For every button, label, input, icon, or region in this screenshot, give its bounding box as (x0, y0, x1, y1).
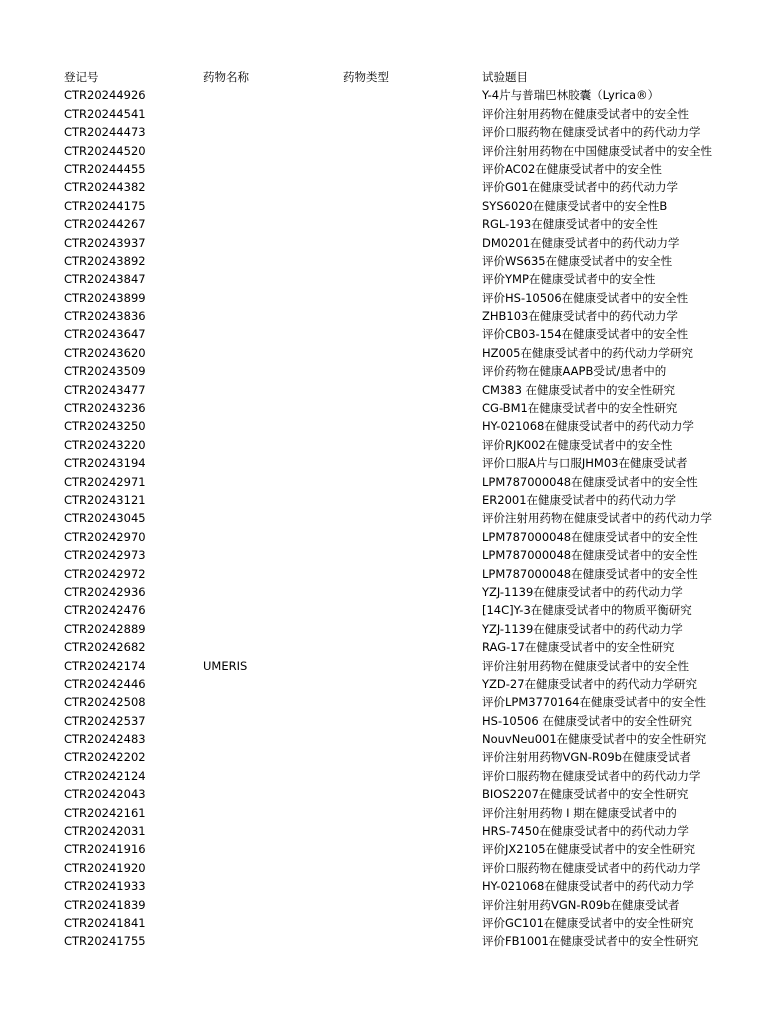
trial-title-cell[interactable]: 评价注射用药物在健康受试者中的安全性 (482, 106, 689, 121)
table-row (64, 105, 689, 123)
registration-no-cell[interactable]: CTR20243647 (64, 327, 146, 342)
table-row (64, 215, 658, 233)
table-row (64, 270, 656, 288)
table-row (64, 804, 677, 822)
registration-no-cell[interactable]: CTR20242161 (64, 805, 146, 820)
registration-no-cell[interactable]: CTR20243836 (64, 309, 146, 324)
trial-title-cell[interactable]: CM383 在健康受试者中的安全性研究 (482, 382, 676, 397)
trial-title-cell[interactable]: YZJ-1139在健康受试者中的药代动力学 (482, 621, 683, 636)
trial-title-cell[interactable]: 评价口服A片与口服JHM03在健康受试者 (482, 456, 688, 471)
registration-no-cell[interactable]: CTR20243847 (64, 272, 146, 287)
table-body (64, 86, 712, 950)
table-row (64, 638, 675, 656)
trial-title-cell[interactable]: HY-021068在健康受试者中的药代动力学 (482, 419, 694, 434)
table-row (64, 123, 701, 141)
table-row (64, 289, 689, 307)
registration-no-cell[interactable]: CTR20242537 (64, 713, 146, 728)
trial-title-cell[interactable]: 评价GC101在健康受试者中的安全性研究 (482, 915, 694, 930)
table-row (64, 840, 696, 858)
trial-title-cell[interactable]: RGL-193在健康受试者中的安全性 (482, 217, 658, 232)
registration-no-cell[interactable]: CTR20242446 (64, 676, 146, 691)
trial-title-cell[interactable]: 评价口服药物在健康受试者中的药代动力学 (482, 125, 701, 140)
registration-no-cell[interactable]: CTR20242973 (64, 548, 146, 563)
trial-title-cell[interactable]: HS-10506 在健康受试者中的安全性研究 (482, 713, 692, 728)
trial-title-cell[interactable]: LPM787000048在健康受试者中的安全性 (482, 548, 698, 563)
registration-no-cell[interactable]: CTR20244520 (64, 143, 146, 158)
trial-title-cell[interactable]: 评价注射用药物在健康受试者中的安全性 (482, 658, 689, 673)
trial-title-cell[interactable]: RAG-17在健康受试者中的安全性研究 (482, 640, 675, 655)
trial-title-cell[interactable]: LPM787000048在健康受试者中的安全性 (482, 474, 698, 489)
trial-title-cell[interactable]: HZ005在健康受试者中的药代动力学研究 (482, 345, 693, 360)
trial-title-cell[interactable]: LPM787000048在健康受试者中的安全性 (482, 566, 698, 581)
registration-no-cell[interactable]: CTR20242483 (64, 732, 146, 747)
table-row (64, 565, 698, 583)
table-row (64, 417, 694, 435)
table-row (64, 86, 660, 104)
table-row (64, 491, 677, 509)
table-row (64, 234, 680, 252)
table-row (64, 767, 701, 785)
table-row (64, 730, 707, 748)
table-row (64, 601, 692, 619)
trial-title-cell[interactable]: 评价JX2105在健康受试者中的安全性研究 (482, 842, 696, 857)
table-row (64, 675, 698, 693)
table-row (64, 822, 689, 840)
header-cell-registration-no[interactable]: 登记号 (64, 70, 99, 84)
table-row (64, 252, 673, 270)
trial-title-cell[interactable]: ZHB103在健康受试者中的药代动力学 (482, 309, 678, 324)
trial-title-cell[interactable]: DM0201在健康受试者中的药代动力学 (482, 235, 680, 250)
table-row (64, 693, 706, 711)
table-row (64, 914, 694, 932)
table-row (64, 859, 701, 877)
trial-title-cell[interactable]: SYS6020在健康受试者中的安全性B (482, 198, 668, 213)
table-row (64, 178, 679, 196)
registration-no-cell[interactable]: CTR20241841 (64, 915, 146, 930)
registration-no-cell[interactable]: CTR20243250 (64, 419, 146, 434)
registration-no-cell[interactable]: CTR20243937 (64, 235, 146, 250)
trial-title-cell[interactable]: BIOS2207在健康受试者中的安全性研究 (482, 787, 689, 802)
trial-title-cell[interactable]: 评价AC02在健康受试者中的安全性 (482, 161, 662, 176)
registration-no-cell[interactable]: CTR20242508 (64, 695, 146, 710)
registration-no-cell[interactable]: CTR20243477 (64, 382, 146, 397)
trial-title-cell[interactable]: 评价注射用药物 I 期在健康受试者中的 (482, 805, 677, 820)
table-row (64, 325, 689, 343)
registration-no-cell[interactable]: CTR20242043 (64, 787, 146, 802)
trial-title-cell[interactable]: 评价口服药物在健康受试者中的药代动力学 (482, 860, 701, 875)
trial-title-cell[interactable]: 评价WS635在健康受试者中的安全性 (482, 253, 673, 268)
table-row (64, 583, 683, 601)
trial-title-cell[interactable]: 评价注射用药物VGN-R09b在健康受试者 (482, 750, 691, 765)
trial-title-cell[interactable]: 评价口服药物在健康受试者中的药代动力学 (482, 768, 701, 783)
registration-no-cell[interactable]: CTR20243892 (64, 253, 146, 268)
table-row (64, 509, 712, 527)
trial-title-cell[interactable]: 评价YMP在健康受试者中的安全性 (482, 272, 656, 287)
registration-no-cell[interactable]: CTR20242202 (64, 750, 146, 765)
trial-title-cell[interactable]: HRS-7450在健康受试者中的药代动力学 (482, 824, 689, 839)
trial-title-cell[interactable]: 评价G01在健康受试者中的药代动力学 (482, 180, 679, 195)
registration-no-cell[interactable]: CTR20242972 (64, 566, 146, 581)
table-row (64, 932, 699, 950)
registration-no-cell[interactable]: CTR20243045 (64, 511, 146, 526)
trial-title-cell[interactable]: 评价RJK002在健康受试者中的安全性 (482, 437, 673, 452)
table-row (64, 399, 678, 417)
trial-title-cell[interactable]: 评价FB1001在健康受试者中的安全性研究 (482, 934, 699, 949)
registration-no-cell[interactable]: CTR20242124 (64, 768, 146, 783)
table-row (64, 896, 680, 914)
registration-no-cell[interactable]: CTR20241839 (64, 897, 146, 912)
table-row (64, 307, 678, 325)
table-row (64, 160, 662, 178)
registration-no-cell[interactable]: CTR20242476 (64, 603, 146, 618)
registration-no-cell[interactable]: CTR20242889 (64, 621, 146, 636)
registration-no-cell[interactable]: CTR20244175 (64, 198, 146, 213)
table-row (64, 473, 698, 491)
trial-title-cell[interactable]: 评价CB03-154在健康受试者中的安全性 (482, 327, 689, 342)
registration-no-cell[interactable]: CTR20243509 (64, 364, 146, 379)
trial-title-cell[interactable]: 评价注射用药物在中国健康受试者中的安全性 (482, 143, 712, 158)
registration-no-cell[interactable]: CTR20243220 (64, 437, 146, 452)
registration-no-cell[interactable]: CTR20241916 (64, 842, 146, 857)
registration-no-cell[interactable]: CTR20242174 (64, 658, 146, 673)
registration-no-cell[interactable]: CTR20241755 (64, 934, 146, 949)
trial-title-cell[interactable]: 评价HS-10506在健康受试者中的安全性 (482, 290, 689, 305)
table-row (64, 712, 692, 730)
table-row (64, 657, 689, 675)
table-row (64, 620, 683, 638)
trial-title-cell[interactable]: NouvNeu001在健康受试者中的安全性研究 (482, 732, 707, 747)
registration-no-cell[interactable]: CTR20243121 (64, 492, 146, 507)
trial-title-cell[interactable]: 评价注射用药VGN-R09b在健康受试者 (482, 897, 680, 912)
table-row (64, 454, 688, 472)
registration-no-cell[interactable]: CTR20243620 (64, 345, 146, 360)
header-row (64, 68, 620, 86)
trial-title-cell[interactable]: LPM787000048在健康受试者中的安全性 (482, 529, 698, 544)
trial-title-cell[interactable]: CG-BM1在健康受试者中的安全性研究 (482, 401, 678, 416)
table-row (64, 197, 668, 215)
registration-no-cell[interactable]: CTR20242970 (64, 529, 146, 544)
header-cell-drug-name[interactable]: 药物名称 (203, 70, 249, 84)
table-row (64, 436, 673, 454)
trial-title-cell[interactable]: 评价LPM3770164在健康受试者中的安全性 (482, 695, 706, 710)
registration-no-cell[interactable]: CTR20242682 (64, 640, 146, 655)
trial-title-cell[interactable]: Y-4片与普瑞巴林胶囊（Lyrica®） (482, 88, 660, 103)
registration-no-cell[interactable]: CTR20242031 (64, 824, 146, 839)
trial-title-cell[interactable]: [14C]Y-3在健康受试者中的物质平衡研究 (482, 603, 692, 618)
table-row (64, 785, 689, 803)
trial-title-cell[interactable]: ER2001在健康受试者中的药代动力学 (482, 492, 677, 507)
registration-no-cell[interactable]: CTR20243194 (64, 456, 146, 471)
header-cell-drug-type[interactable]: 药物类型 (343, 70, 389, 84)
registration-no-cell[interactable]: CTR20243899 (64, 290, 146, 305)
registration-no-cell[interactable]: CTR20241920 (64, 860, 146, 875)
table-row (64, 546, 698, 564)
trial-title-cell[interactable]: 评价药物在健康AAPB受试/患者中的 (482, 364, 667, 379)
registration-no-cell[interactable]: CTR20243236 (64, 401, 146, 416)
registration-no-cell[interactable]: CTR20242971 (64, 474, 146, 489)
trial-title-cell[interactable]: HY-021068在健康受试者中的药代动力学 (482, 879, 694, 894)
table-row (64, 381, 676, 399)
drug-name-cell[interactable]: UMERIS (203, 658, 248, 673)
trial-title-cell[interactable]: 评价注射用药物在健康受试者中的药代动力学 (482, 511, 712, 526)
registration-no-cell[interactable]: CTR20242936 (64, 584, 146, 599)
header-cell-trial-title[interactable]: 试验题目 (482, 70, 528, 84)
table-row (64, 362, 667, 380)
registration-no-cell[interactable]: CTR20241933 (64, 879, 146, 894)
registration-no-cell[interactable]: CTR20244382 (64, 180, 146, 195)
table-row (64, 344, 693, 362)
registration-no-cell[interactable]: CTR20244473 (64, 125, 146, 140)
table-row (64, 748, 691, 766)
trial-title-cell[interactable]: YZD-27在健康受试者中的药代动力学研究 (482, 676, 698, 691)
registration-no-cell[interactable]: CTR20244267 (64, 217, 146, 232)
spreadsheet (64, 68, 712, 951)
registration-no-cell[interactable]: CTR20244926 (64, 88, 146, 103)
trial-title-cell[interactable]: YZJ-1139在健康受试者中的药代动力学 (482, 584, 683, 599)
table-row (64, 142, 712, 160)
table-row (64, 877, 694, 895)
table-row (64, 528, 698, 546)
registration-no-cell[interactable]: CTR20244455 (64, 161, 146, 176)
registration-no-cell[interactable]: CTR20244541 (64, 106, 146, 121)
